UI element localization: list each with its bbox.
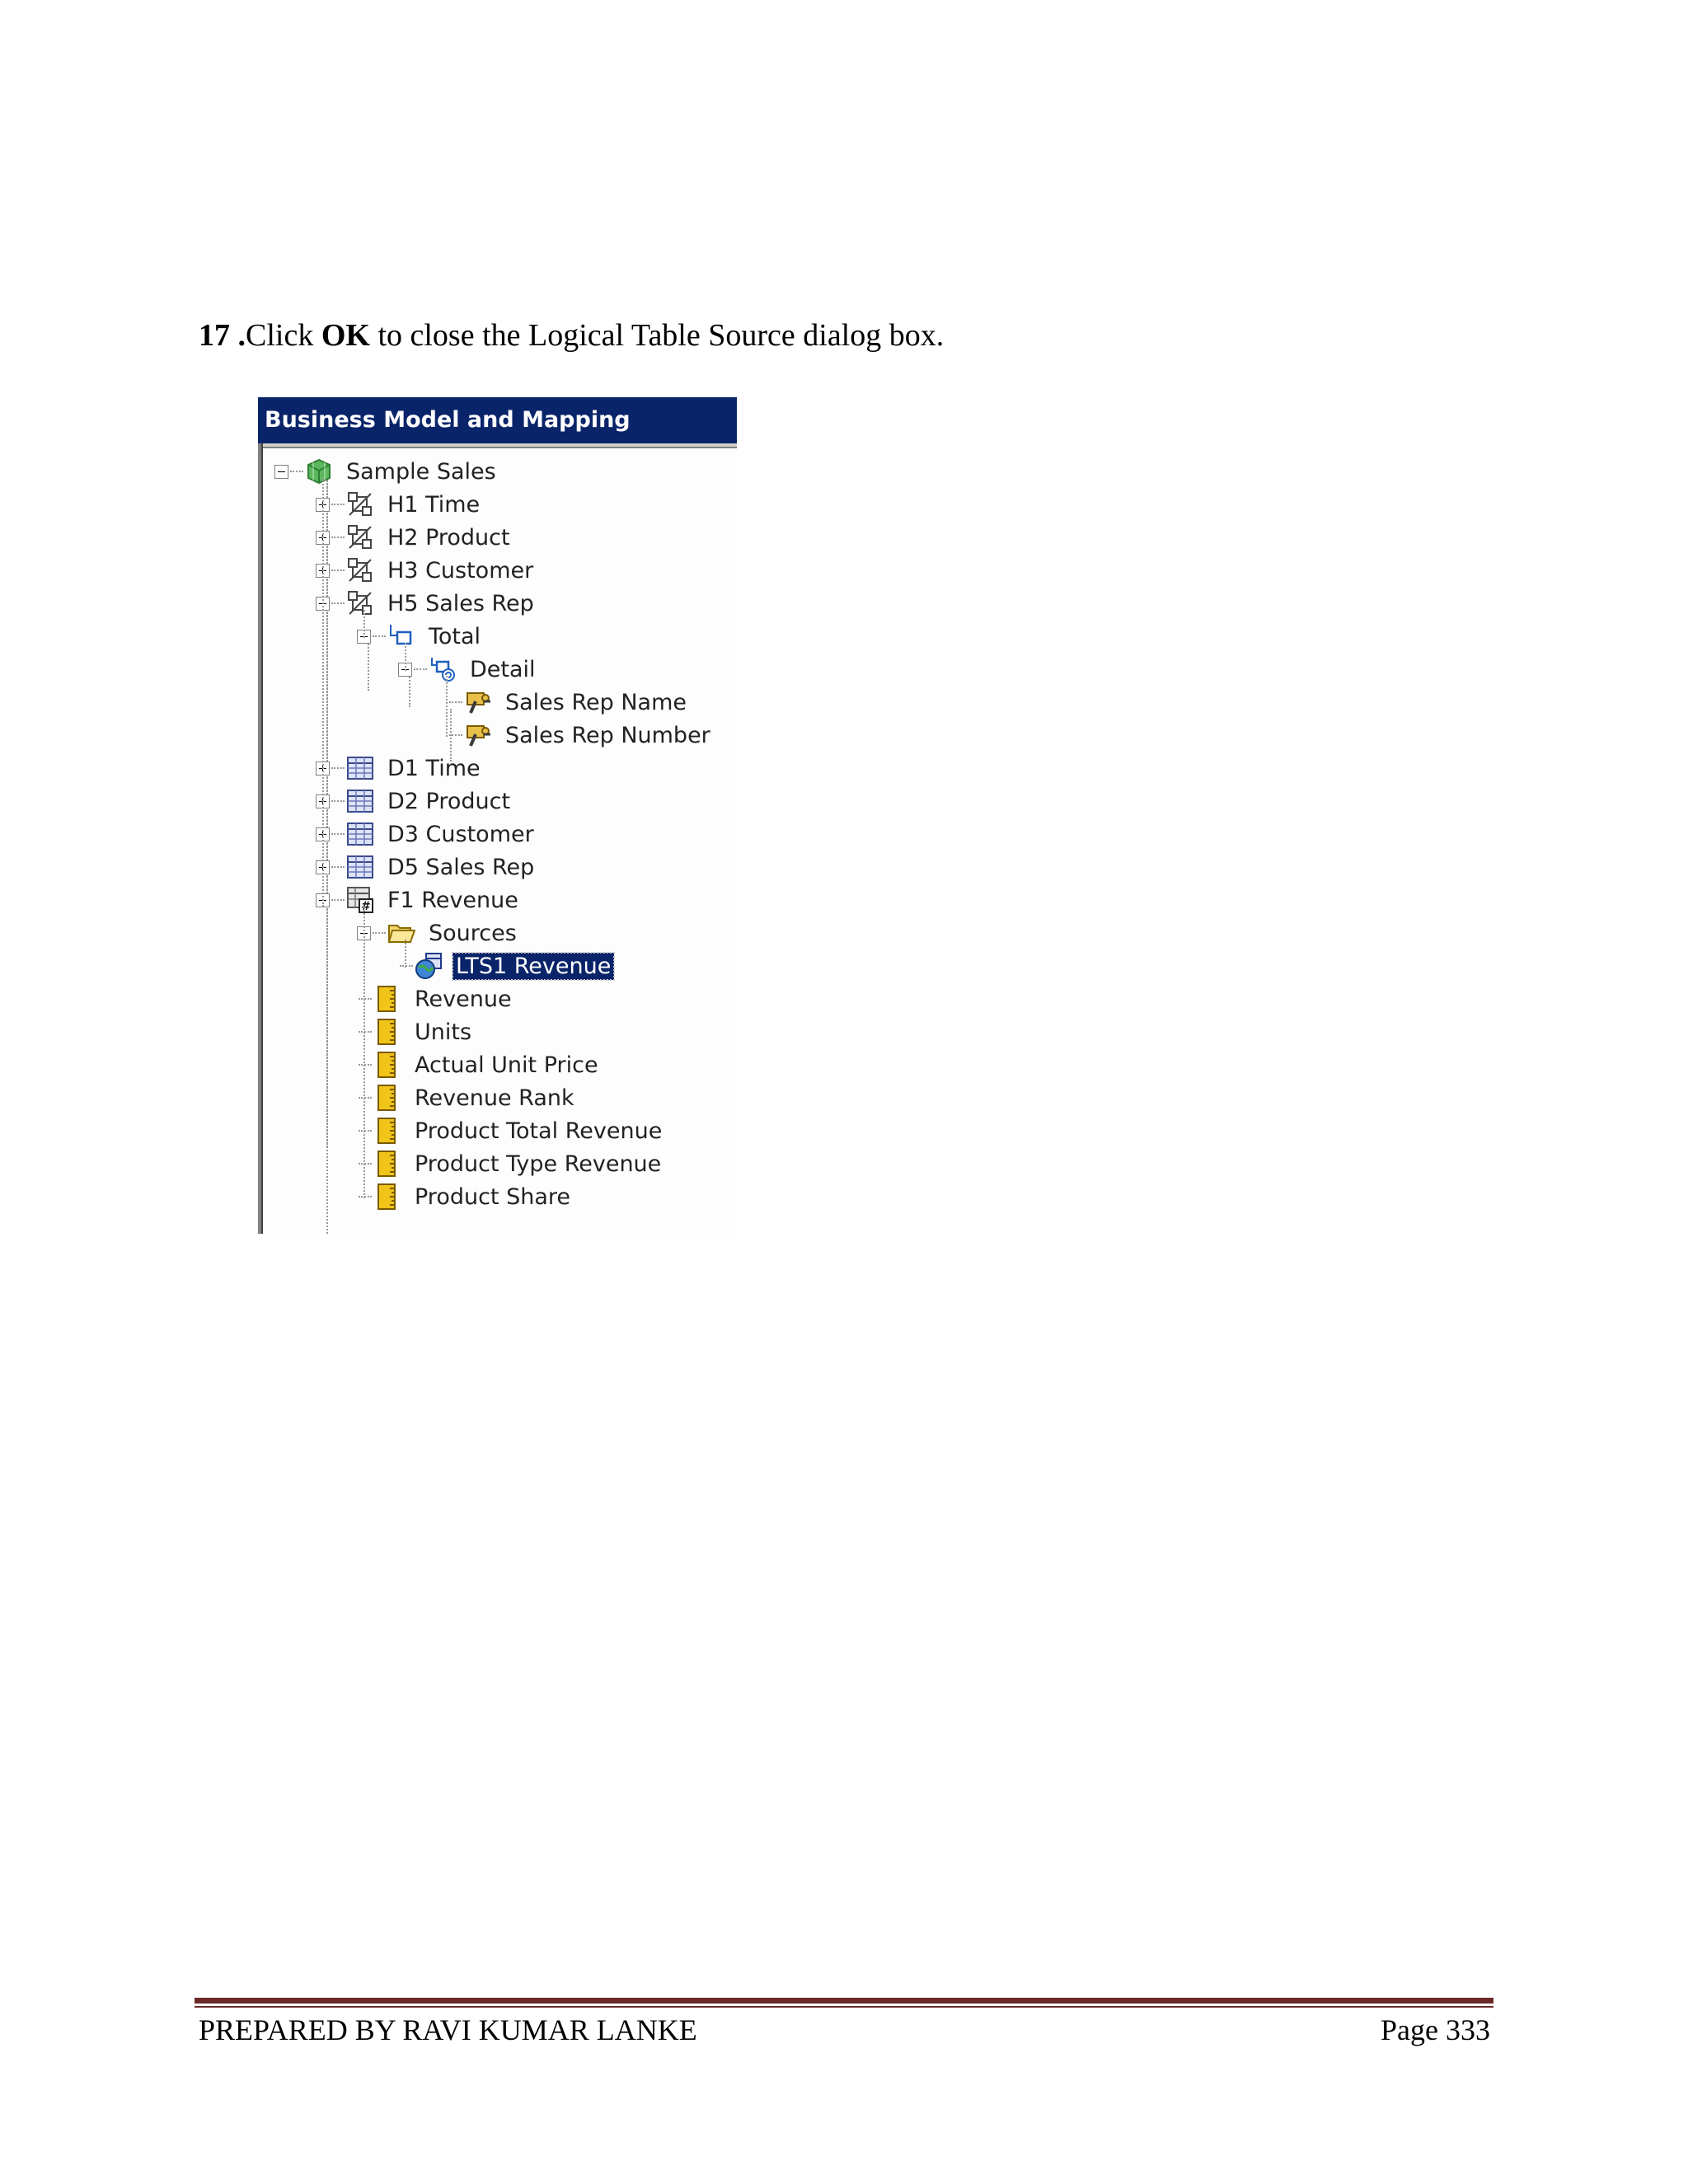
- tree-connector: [449, 701, 462, 703]
- tree-connector: [359, 998, 372, 1000]
- footer-page-number: Page 333: [1381, 2013, 1490, 2046]
- tree-connector: [359, 1163, 372, 1165]
- measure-column-icon: [373, 1051, 401, 1079]
- tree-node-h1-time[interactable]: [316, 490, 483, 519]
- tree-connector: [331, 537, 345, 538]
- level-detail-icon: [429, 655, 457, 683]
- tree-node-h3-customer[interactable]: [316, 555, 537, 585]
- hierarchy-icon: [346, 589, 374, 617]
- tree-connector: [331, 767, 345, 769]
- step-text-before: Click: [246, 318, 321, 353]
- tree-connector: [373, 635, 386, 637]
- tree-guide-root-children: [322, 478, 324, 907]
- measure-column-icon: [373, 1150, 401, 1178]
- footer-author: PREPARED BY RAVI KUMAR LANKE: [199, 2013, 697, 2046]
- tree-node-label: Sales Rep Name: [505, 689, 687, 715]
- logical-table-icon: [346, 853, 374, 881]
- tree-node-label: Product Total Revenue: [415, 1118, 663, 1144]
- key-column-icon: [464, 721, 492, 749]
- tree-nodes-layer: [258, 397, 737, 1234]
- tree-node-label: F1 Revenue: [387, 887, 518, 913]
- level-total-icon: [387, 622, 415, 650]
- tree-node-revenue-rank-column[interactable]: [357, 1083, 578, 1113]
- tree-node-label: Total: [429, 623, 481, 649]
- tree-node-sales-rep-name[interactable]: [448, 687, 690, 717]
- tree-node-sample-sales[interactable]: [274, 457, 499, 486]
- tree-node-label: Product Type Revenue: [415, 1151, 662, 1177]
- tree-guide-h5-children: [363, 610, 365, 638]
- hierarchy-icon: [346, 523, 374, 551]
- step-text-after: to close the Logical Table Source dialog box.: [369, 318, 945, 353]
- collapse-toggle[interactable]: [274, 465, 288, 479]
- tree-node-revenue-column[interactable]: [357, 984, 515, 1014]
- panel-title: Business Model and Mapping: [258, 397, 737, 443]
- key-column-icon: [464, 688, 492, 716]
- tree-node-label: D1 Time: [387, 755, 481, 781]
- folder-open-icon: [387, 919, 415, 947]
- tree-node-product-type-revenue-column[interactable]: [357, 1149, 664, 1179]
- tree-node-sources[interactable]: [357, 918, 520, 948]
- measure-column-icon: [373, 1084, 401, 1112]
- measure-column-icon: [373, 1117, 401, 1145]
- tree-connector: [331, 800, 345, 802]
- svg-text:#: #: [361, 900, 371, 913]
- logical-table-icon: [346, 787, 374, 815]
- tree-node-product-share-column[interactable]: [357, 1182, 574, 1212]
- step-number: 17 .: [199, 318, 246, 353]
- tree-node-d5-sales-rep[interactable]: [316, 852, 537, 882]
- tree-node-label: Units: [415, 1019, 472, 1045]
- tree-node-sales-rep-number[interactable]: [448, 720, 714, 750]
- tree-connector: [400, 965, 413, 967]
- hierarchy-icon: [346, 556, 374, 584]
- tree-connector: [290, 471, 303, 472]
- tree-guide-detail-children: [446, 676, 448, 737]
- measure-column-icon: [373, 1018, 401, 1046]
- footer-rule: [195, 1998, 1493, 2004]
- tree-node-label: D2 Product: [387, 788, 511, 814]
- tree-node-label: Sales Rep Number: [505, 722, 710, 748]
- tree-node-label: H1 Time: [387, 491, 481, 518]
- tree-connector: [359, 1031, 372, 1033]
- tree-node-d1-time[interactable]: [316, 753, 484, 783]
- tree-connector: [331, 899, 345, 901]
- step-instruction: [199, 317, 944, 354]
- measure-column-icon: [373, 1183, 401, 1211]
- tree-node-label: Product Share: [415, 1183, 571, 1210]
- logical-table-icon: [346, 820, 374, 848]
- tree-node-f1-revenue[interactable]: [316, 885, 522, 915]
- tree-node-label: Sources: [429, 920, 517, 946]
- tree-connector: [359, 1064, 372, 1066]
- tree-node-label: D5 Sales Rep: [387, 854, 535, 880]
- tree-node-label: Actual Unit Price: [415, 1052, 598, 1078]
- fact-table-icon: [346, 886, 374, 914]
- tree-node-label: H3 Customer: [387, 557, 534, 583]
- tree-connector: [359, 1196, 372, 1197]
- tree-connector: [449, 734, 462, 736]
- tree-connector: [359, 1097, 372, 1099]
- tree-node-label: Revenue: [415, 986, 512, 1012]
- tree-node-h5-sales-rep[interactable]: [316, 588, 537, 618]
- tree-node-h2-product[interactable]: [316, 523, 513, 552]
- tree-node-label: Sample Sales: [346, 458, 496, 485]
- tree-connector: [331, 833, 345, 835]
- tree-node-label: Detail: [470, 656, 536, 682]
- tree-node-label: Revenue Rank: [415, 1085, 574, 1111]
- logical-table-icon: [346, 754, 374, 782]
- tree-connector: [331, 602, 345, 604]
- tree-node-label: H2 Product: [387, 524, 510, 551]
- tree-guide-total-children: [405, 643, 406, 671]
- tree-node-product-total-revenue-column[interactable]: [357, 1116, 665, 1146]
- tree-connector: [414, 668, 427, 670]
- tree-node-d3-customer[interactable]: [316, 819, 537, 849]
- tree-node-units-column[interactable]: [357, 1017, 475, 1047]
- tree-node-label: H5 Sales Rep: [387, 590, 534, 616]
- hierarchy-icon: [346, 490, 374, 518]
- logical-table-source-icon: [415, 952, 443, 980]
- tree-guide-f1-children: [363, 907, 365, 1198]
- tree-connector: [331, 504, 345, 505]
- measure-column-icon: [373, 985, 401, 1013]
- tree-connector: [331, 569, 345, 571]
- tree-node-total[interactable]: [357, 621, 484, 651]
- tree-connector: [373, 932, 386, 934]
- footer-rule-thin: [195, 2006, 1493, 2008]
- tree-node-label-selected: LTS1 Revenue: [452, 953, 614, 980]
- business-model-cube-icon: [305, 457, 333, 485]
- tree-node-actual-unit-price-column[interactable]: [357, 1050, 602, 1080]
- tree-node-detail[interactable]: [398, 654, 539, 684]
- tree-connector: [359, 1130, 372, 1132]
- tree-guide-sources-children: [405, 940, 406, 968]
- tree-connector: [331, 866, 345, 868]
- tree-node-d2-product[interactable]: [316, 786, 513, 816]
- step-ok-word: OK: [321, 318, 370, 353]
- tree-node-label: D3 Customer: [387, 821, 534, 847]
- tree-node-lts1-revenue[interactable]: [398, 951, 614, 981]
